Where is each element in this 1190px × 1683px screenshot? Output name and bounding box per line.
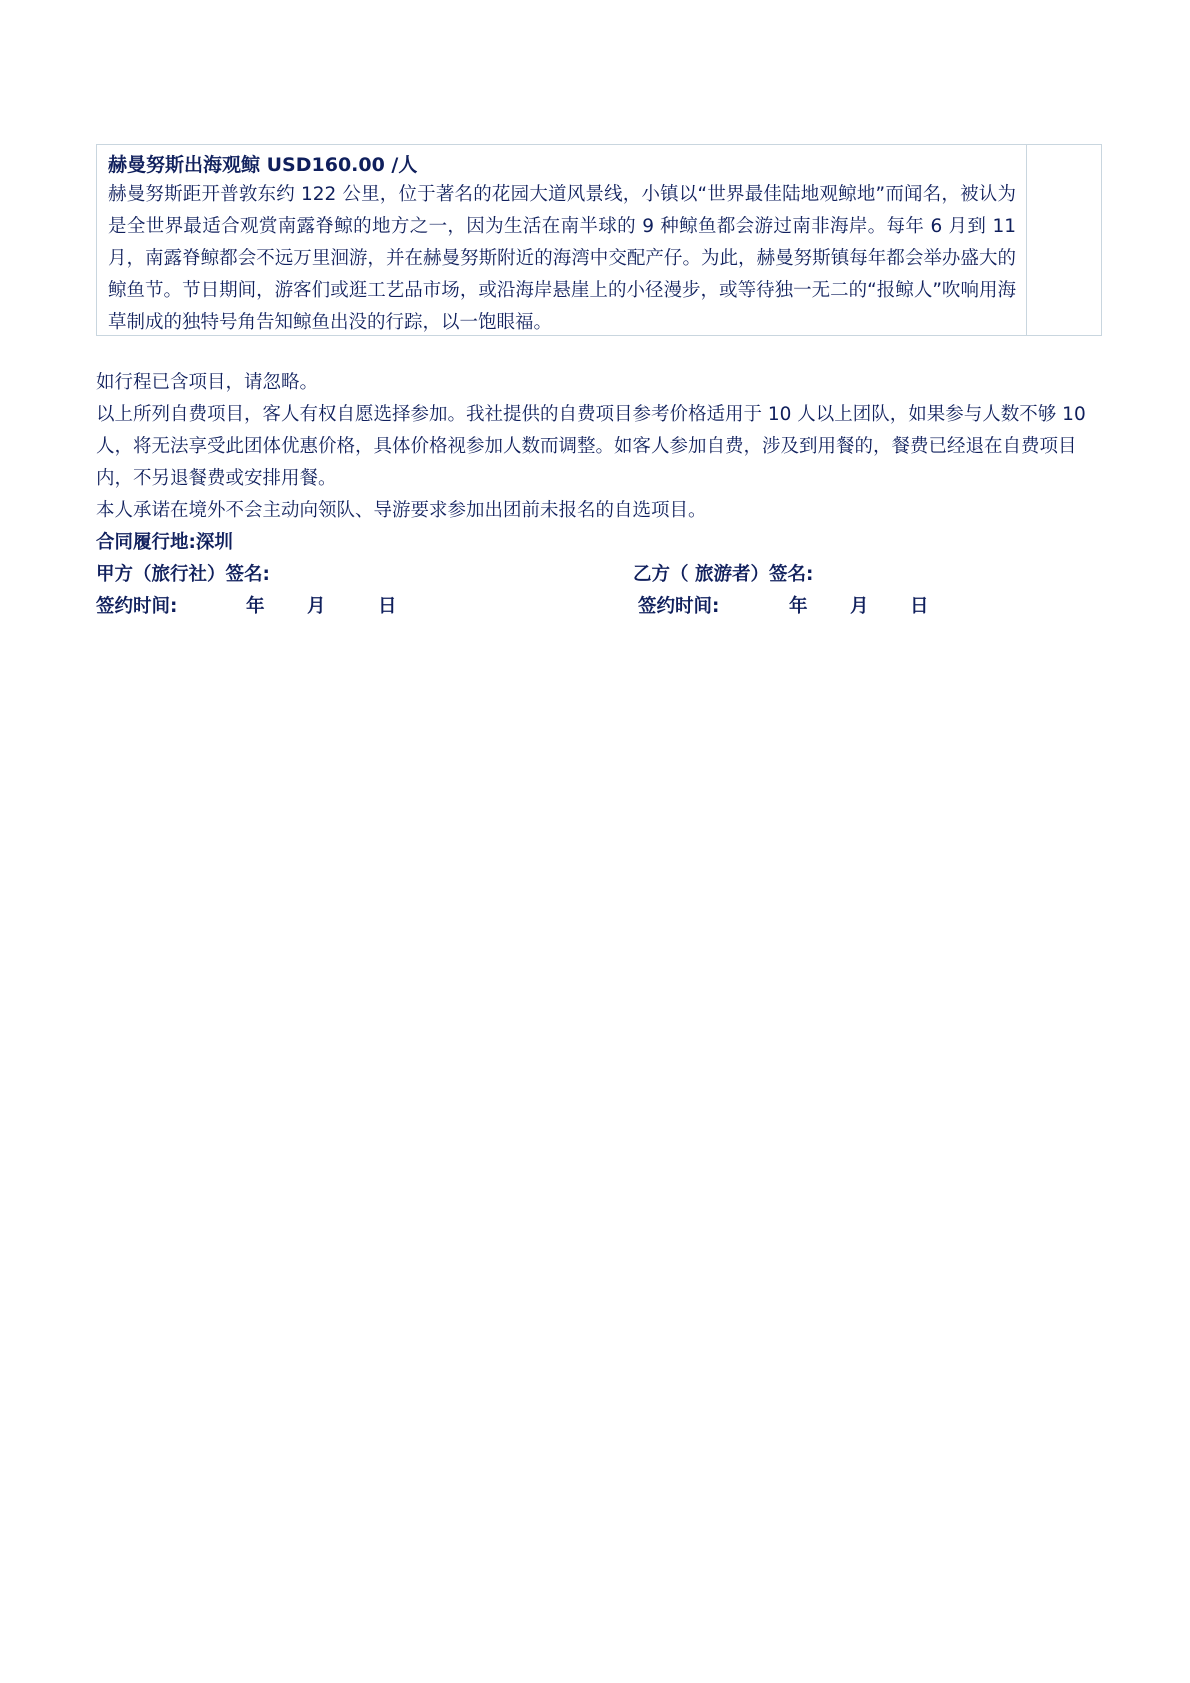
item-title: 赫曼努斯出海观鲸 USD160.00 /人	[108, 154, 418, 176]
party-a-signature-label: 甲方（旅行社）签名:	[96, 564, 270, 585]
notes-section	[96, 367, 1108, 623]
party-a-month-label: 月	[307, 596, 326, 617]
party-b-month-label: 月	[850, 596, 869, 617]
party-a-date-label: 签约时间:	[96, 596, 178, 617]
party-b-year-label: 年	[789, 596, 808, 617]
party-b-day-label: 日	[910, 596, 929, 617]
note-line-1: 如行程已含项目，请忽略。	[96, 372, 319, 393]
party-b-date-label: 签约时间:	[638, 596, 720, 617]
note-line-3: 本人承诺在境外不会主动向领队、导游要求参加出团前未报名的自选项目。	[96, 500, 707, 521]
contract-place: 合同履行地:深圳	[96, 532, 233, 553]
item-description: 赫曼努斯距开普敦东约 122 公里，位于著名的花园大道风景线，小镇以“世界最佳陆地观鲸地”而闻名，被认为是全世界最适合观赏南露脊鲸的地方之一，因为生活在南半球的 9 种鲸鱼都会游过南非海岸。每年 6 月到 11 月，南露脊鲸都会不远万里洄游，并在赫曼努斯附近的海湾中交配产仔。为此，赫曼努斯镇每年都会举办盛大的鲸鱼节。节日期间，游客们或逛工艺品市场，或沿海岸悬崖上的小径漫步，或等待独一无二的“报鲸人”吹响用海草制成的独特号角告知鲸鱼出没的行踪，以一饱眼福。	[108, 184, 1016, 333]
optional-item-cell	[97, 145, 1026, 335]
item-side-cell	[1026, 145, 1101, 335]
party-a-day-label: 日	[378, 596, 397, 617]
note-line-2: 以上所列自费项目，客人有权自愿选择参加。我社提供的自费项目参考价格适用于 10 人以上团队，如果参与人数不够 10 人，将无法享受此团体优惠价格，具体价格视参加人数而调整。如客人参加自费，涉及到用餐的，餐费已经退在自费项目内，不另退餐费或安排用餐。	[96, 404, 1086, 489]
date-row	[96, 591, 1108, 623]
party-a-year-label: 年	[246, 596, 265, 617]
optional-item-table	[96, 144, 1102, 336]
party-b-signature-label: 乙方（ 旅游者）签名:	[633, 564, 814, 585]
signature-row	[96, 559, 1108, 591]
